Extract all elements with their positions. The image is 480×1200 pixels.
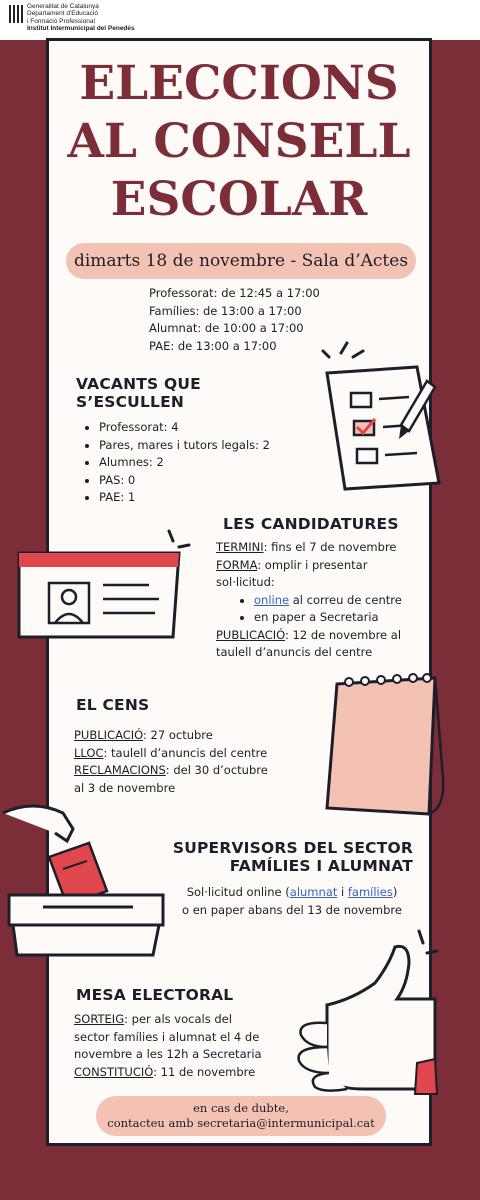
supervisors-line-2: o en paper abans del 13 de novembre: [182, 902, 402, 917]
cens-reclamacions-text: : del 30 d’octubre: [165, 763, 268, 777]
cens-title: EL CENS: [76, 696, 150, 714]
publicacio-text: : 12 de novembre al: [285, 627, 402, 642]
contact-pill: [96, 1096, 386, 1136]
logo-line-2: Departament d'Educació: [27, 10, 98, 18]
checklist-icon: [299, 341, 439, 491]
supervisors-text-close: ): [392, 885, 398, 899]
supervisors-title: [145, 839, 413, 875]
forma-text: : omplir i presentar: [257, 557, 368, 572]
mesa-sorteig-text: : per als vocals del: [124, 1012, 232, 1026]
vacants-title: [76, 375, 201, 411]
mesa-sorteig-text2: sector famílies i alumnat el 4 de: [74, 1029, 260, 1044]
title-line-3: ESCOLAR: [110, 172, 368, 227]
ballot-box-icon: [3, 787, 163, 967]
notepad-icon: [309, 668, 449, 818]
supervisors-text-a: Sol·licitud online (: [186, 885, 290, 899]
logo-text: [27, 3, 135, 33]
mesa-sorteig-line: [74, 1011, 294, 1029]
publicacio-label: PUBLICACIÓ: [216, 627, 286, 642]
cens-publicacio-text: : 27 octubre: [143, 728, 213, 742]
mesa-sorteig-label: SORTEIG: [74, 1012, 125, 1026]
mesa-sorteig-text3: novembre a les 12h a Secretaria: [74, 1047, 262, 1061]
list-item: • PAS: 0: [99, 472, 270, 490]
vacants-title-line-1: VACANTS QUE: [76, 375, 201, 393]
title-line-1: ELECCIONS: [79, 56, 399, 111]
page-title: [49, 55, 429, 229]
alumnat-link[interactable]: alumnat: [289, 885, 338, 899]
termini-text: : fins el 7 de novembre: [263, 540, 397, 554]
cens-publicacio-label: PUBLICACIÓ: [74, 728, 144, 742]
termini-line: [216, 539, 431, 557]
schedule-item: Professorat: de 12:45 a 17:00: [149, 286, 320, 300]
forma-options: [216, 592, 431, 627]
generalitat-logo-icon: [9, 5, 23, 23]
mesa-constitucio-text: : 11 de novembre: [153, 1064, 256, 1079]
supervisors-body: [169, 884, 415, 919]
schedule-item: Alumnat: de 10:00 a 17:00: [149, 321, 304, 335]
mesa-body: [74, 1011, 294, 1081]
mesa-constitucio-line: [74, 1064, 294, 1082]
cens-lloc-text: : taulell d’anuncis del centre: [103, 745, 268, 760]
list-item: • Alumnes: 2: [99, 454, 270, 472]
vacants-list: [79, 419, 270, 507]
cens-reclamacions-label: RECLAMACIONS: [74, 763, 166, 777]
vacants-title-line-2: S’ESCULLEN: [76, 393, 185, 411]
institute-name: Institut Intermunicipal del Penedès: [27, 25, 135, 33]
candidatures-body: [216, 539, 431, 662]
cens-reclamacions-text2: al 3 de novembre: [74, 780, 176, 795]
id-card-icon: [19, 531, 189, 641]
mesa-constitucio-label: CONSTITUCIÓ: [74, 1064, 154, 1079]
publicacio-line: [216, 627, 431, 645]
title-line-2: AL CONSELL: [67, 114, 411, 169]
supervisors-line-1: [169, 884, 415, 902]
termini-label: TERMINI: [216, 540, 264, 554]
list-item: • Professorat: 4: [99, 419, 270, 437]
cens-publicacio-line: [74, 727, 314, 745]
cens-lloc-line: [74, 745, 314, 763]
list-item: • Pares, mares i tutors legals: 2: [99, 437, 270, 455]
poster-card: [46, 38, 432, 1146]
publicacio-text2: taulell d’anuncis del centre: [216, 645, 373, 659]
schedule-item: Famílies: de 13:00 a 17:00: [149, 303, 302, 318]
list-item: • en paper a Secretaria: [254, 609, 431, 627]
logo-line-1: Generalitat de Catalunya: [27, 3, 99, 10]
forma-line: [216, 557, 431, 575]
page-header: [0, 0, 480, 40]
contact-line-2: contacteu amb secretaria@intermunicipal.cat: [107, 1116, 375, 1130]
cens-reclamacions-line: [74, 762, 314, 780]
contact-line-1: en cas de dubte,: [193, 1101, 289, 1115]
date-pill: dimarts 18 de novembre - Sala d’Actes: [66, 243, 416, 279]
logo-line-3: i Formació Professional: [27, 17, 95, 25]
families-link[interactable]: famílies: [347, 885, 393, 899]
candidatures-title: LES CANDIDATURES: [223, 515, 399, 533]
list-item: • PAE: 1: [99, 489, 270, 507]
forma-label: FORMA: [216, 557, 258, 572]
supervisors-title-line-1: SUPERVISORS DEL SECTOR: [172, 839, 413, 857]
list-item: [254, 592, 431, 610]
cens-lloc-label: LLOC: [74, 745, 104, 760]
forma-text2: sol·licitud:: [216, 575, 275, 589]
supervisors-title-line-2: FAMÍLIES I ALUMNAT: [229, 857, 413, 875]
online-rest: al correu de centre: [289, 592, 402, 607]
online-link[interactable]: online: [254, 592, 290, 607]
schedule-item: PAE: de 13:00 a 17:00: [149, 338, 277, 353]
mesa-title: MESA ELECTORAL: [76, 986, 234, 1004]
supervisors-text-i: i: [337, 885, 348, 899]
